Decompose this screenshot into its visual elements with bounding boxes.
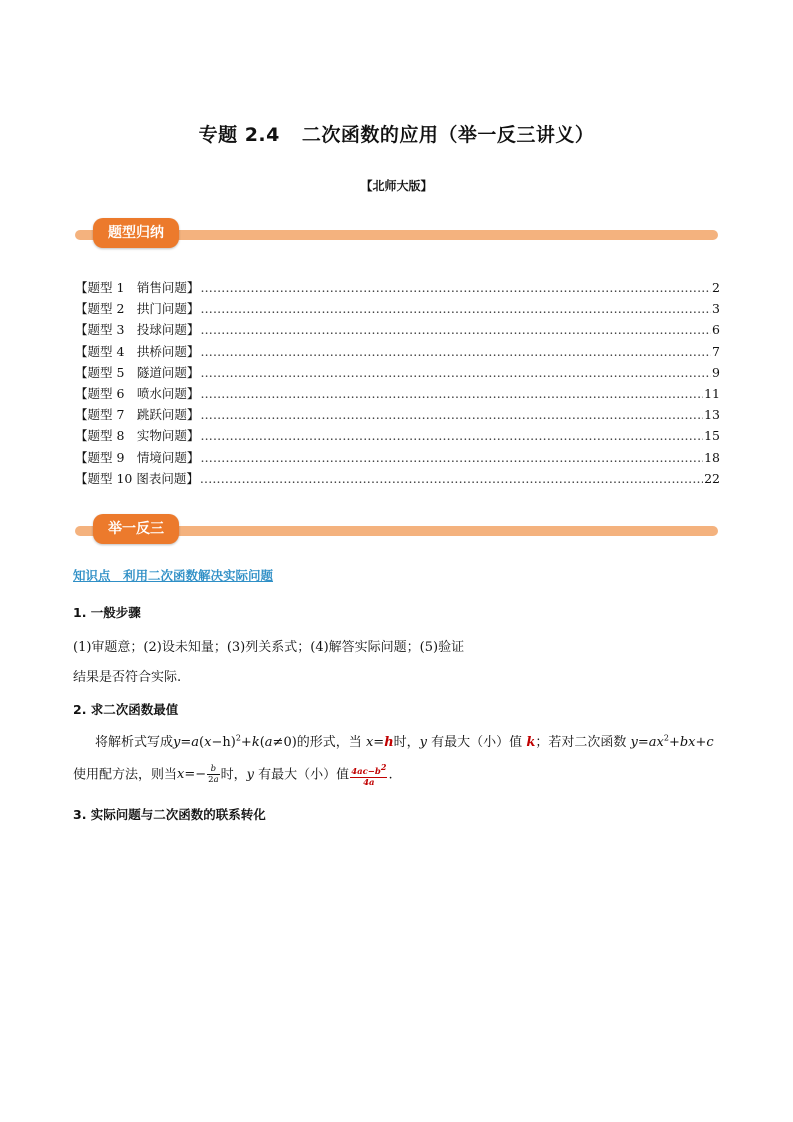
toc-row[interactable] — [75, 299, 720, 320]
toc-leader — [200, 322, 711, 337]
text-run: 有最大（小）值 — [258, 767, 350, 783]
text-run: 使用配方法，则当 — [73, 767, 178, 783]
toc-page: 13 — [704, 407, 720, 423]
toc-row[interactable] — [75, 426, 720, 447]
text-run: ；若对二次函数 — [535, 735, 627, 750]
toc-label: 【题型 7 跳跃问题】 — [75, 407, 200, 423]
knowledge-point-heading: 知识点 利用二次函数解决实际问题 — [73, 568, 274, 583]
table-of-contents — [75, 278, 720, 490]
toc-label: 【题型 3 投球问题】 — [75, 322, 200, 338]
toc-page: 7 — [712, 343, 720, 359]
title-prefix: 专题 2.4 — [198, 124, 280, 146]
toc-leader — [200, 386, 703, 401]
title-main: 二次函数的应用（举一反三讲义） — [301, 124, 595, 146]
toc-label: 【题型 6 喷水问题】 — [75, 385, 200, 401]
section-1-title: 1. 一般步骤 — [73, 605, 141, 620]
text-run: 时， — [393, 735, 420, 750]
toc-page: 2 — [712, 280, 720, 295]
toc-page: 18 — [704, 449, 720, 465]
section-1-line-2: 结果是否符合实际. — [73, 670, 182, 685]
content-banner — [75, 514, 718, 548]
toc-row[interactable] — [75, 278, 720, 299]
formula-extreme-value: $\frac{4ac-b^2}{4a}$ — [351, 762, 387, 788]
toc-row[interactable] — [75, 469, 720, 490]
toc-page: 11 — [704, 385, 720, 401]
value-k: k — [526, 735, 536, 750]
toc-leader — [200, 471, 703, 486]
edition-label: 【北师大版】 — [360, 179, 433, 193]
toc-page: 3 — [712, 301, 720, 317]
text-run: . — [388, 767, 393, 783]
formula-general-form: $y=ax^2+bx+c$ — [630, 733, 714, 750]
toc-row[interactable] — [75, 384, 720, 405]
toc-page: 6 — [712, 322, 720, 338]
toc-row[interactable] — [75, 405, 720, 426]
toc-row[interactable] — [75, 320, 720, 341]
toc-leader — [200, 365, 711, 380]
text-run: 时， — [220, 767, 247, 783]
toc-leader — [200, 344, 711, 359]
toc-banner — [75, 218, 718, 252]
text-run: 将解析式写成 — [95, 735, 174, 750]
toc-label: 【题型 4 拱桥问题】 — [75, 343, 200, 359]
document-title — [0, 120, 793, 147]
section-2-line-2 — [73, 762, 393, 788]
toc-leader — [200, 280, 711, 295]
formula-vertex-form: $y=a(x-h)^2+k(a\ne 0)$ — [173, 733, 297, 750]
toc-page: 9 — [712, 364, 720, 380]
toc-row[interactable] — [75, 363, 720, 384]
toc-label: 【题型 9 情境问题】 — [75, 449, 200, 465]
toc-page: 22 — [704, 470, 720, 486]
var-y: y — [419, 735, 428, 750]
toc-label: 【题型 1 销售问题】 — [75, 280, 200, 295]
formula-axis: x=− $\frac{b}{2a}$ — [177, 764, 219, 786]
toc-leader — [200, 428, 703, 443]
toc-label: 【题型 8 实物问题】 — [75, 428, 200, 444]
toc-row[interactable] — [75, 448, 720, 469]
toc-leader — [200, 450, 703, 465]
text-run: 的形式，当 — [296, 735, 362, 750]
section-2-line-1 — [95, 731, 714, 750]
toc-leader — [200, 301, 711, 316]
section-1-line-1: (1)审题意；(2)设未知量；(3)列关系式；(4)解答实际问题；(5)验证 — [73, 640, 465, 655]
toc-label: 【题型 2 拱门问题】 — [75, 301, 200, 317]
formula-x-eq-h: x=h — [365, 735, 394, 750]
toc-label: 【题型 10 图表问题】 — [75, 470, 199, 486]
toc-banner-tag: 题型归纳 — [93, 218, 179, 248]
toc-label: 【题型 5 隧道问题】 — [75, 364, 200, 380]
section-3-title: 3. 实际问题与二次函数的联系转化 — [73, 807, 266, 822]
text-run: 有最大（小）值 — [431, 735, 523, 750]
toc-leader — [200, 407, 703, 422]
content-banner-tag: 举一反三 — [93, 514, 179, 544]
toc-page: 15 — [704, 428, 720, 444]
var-y: y — [246, 767, 255, 783]
section-2-title: 2. 求二次函数最值 — [73, 702, 179, 717]
toc-row[interactable] — [75, 342, 720, 363]
